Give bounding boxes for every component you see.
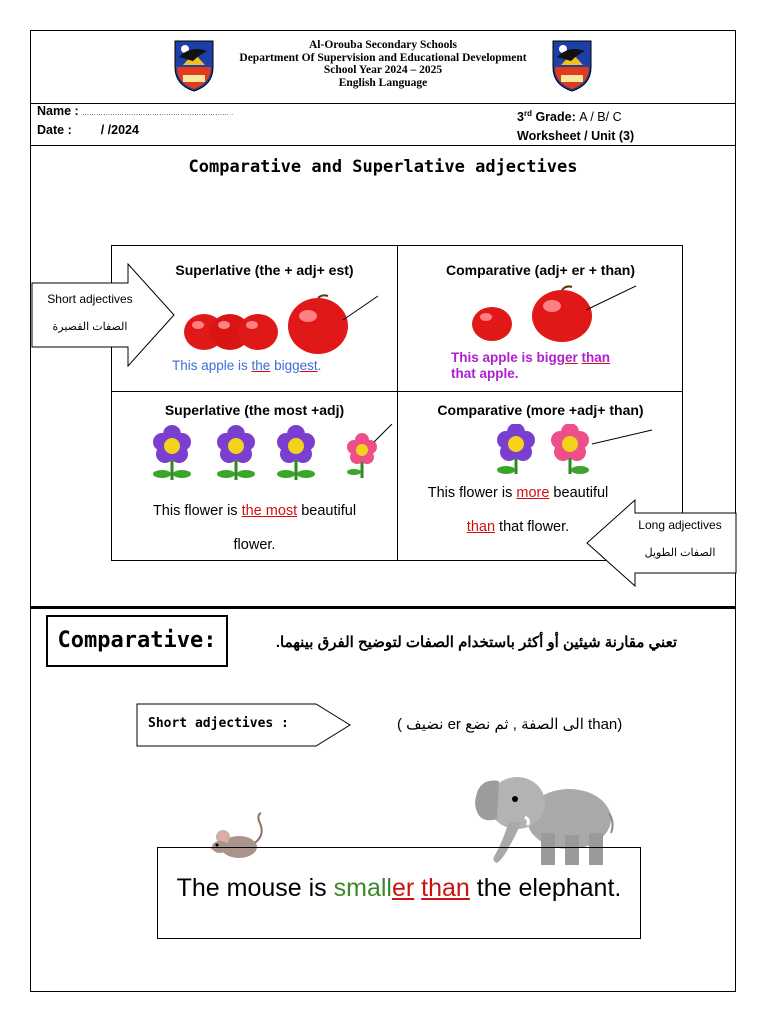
apple-icon [472,286,592,342]
name-field [37,104,233,118]
arrow-icon [343,296,378,320]
comparative-long-sentence: This flower is more beautiful than that flower. [427,485,609,535]
flower-icon [497,424,589,474]
superlative-long-title: Superlative (the most +adj) [164,402,345,418]
superlative-long-cell [112,392,397,562]
date-value: / /2024 [100,123,139,137]
comparative-short-sentence: This apple is bigger than that apple. [451,350,611,381]
arrow-icon [586,286,636,310]
grade-suffix: rd [523,109,532,118]
school-name: Al-Orouba Secondary Schools [308,39,458,51]
superlative-long-sentence: This flower is the most beautiful flower. [152,503,357,553]
superlative-short-title: Superlative (the + adj+ est) [175,262,354,278]
name-label: Name : [37,104,79,118]
section-divider [31,606,735,609]
example-sentence-box [157,847,641,939]
arrow-icon [374,424,392,442]
apples-pair [466,282,666,346]
date-label: Date : [37,123,72,137]
subject-name: English Language [338,76,428,89]
comparative-short-cell [398,246,683,391]
header [31,31,735,104]
comparative-definition: تعني مقارنة شيئين أو أكثر باستخدام الصفات لتوضيح الفرق بينهما. [275,634,677,651]
worksheet-page [30,30,736,992]
flowers-group [146,424,396,484]
short-adjectives-callout: Short adjectives الصفات القصيرة [47,292,133,333]
info-divider [31,145,735,146]
apples-group [178,292,388,356]
arrow-icon [592,430,652,444]
grade-value: A / B/ C [579,110,622,125]
long-adjectives-callout: Long adjectives الصفات الطويل [638,518,722,559]
date-field [37,123,139,137]
grade-label: Grade: [535,110,576,125]
flowers-pair [490,424,660,474]
worksheet-label: Worksheet / Unit (3) [517,129,635,143]
department-name: Department Of Supervision and Educational Development [239,51,527,64]
school-year: School Year 2024 – 2025 [323,64,443,76]
superlative-short-sentence: This apple is the biggest. [172,358,322,373]
short-adjectives-label: Short adjectives : [148,716,289,731]
page-title: Comparative and Superlative adjectives [188,157,578,177]
name-line: ……………………………………………………… . [82,110,234,117]
short-adjectives-label-box [136,703,351,747]
flower-icon [153,425,377,480]
grade-field [517,109,622,124]
comparative-long-title: Comparative (more +adj+ than) [437,402,644,418]
apple-icon [184,295,348,354]
grade-number: 3 [517,110,524,125]
comparative-label-box: Comparative: [46,615,228,667]
school-header-text [31,39,735,89]
comparative-short-title: Comparative (adj+ er + than) [445,262,636,278]
short-adjectives-rule: ( نضيف er الى الصفة , ثم نضع than) [397,716,623,733]
example-sentence: The mouse is smaller than the elephant. [176,874,622,902]
